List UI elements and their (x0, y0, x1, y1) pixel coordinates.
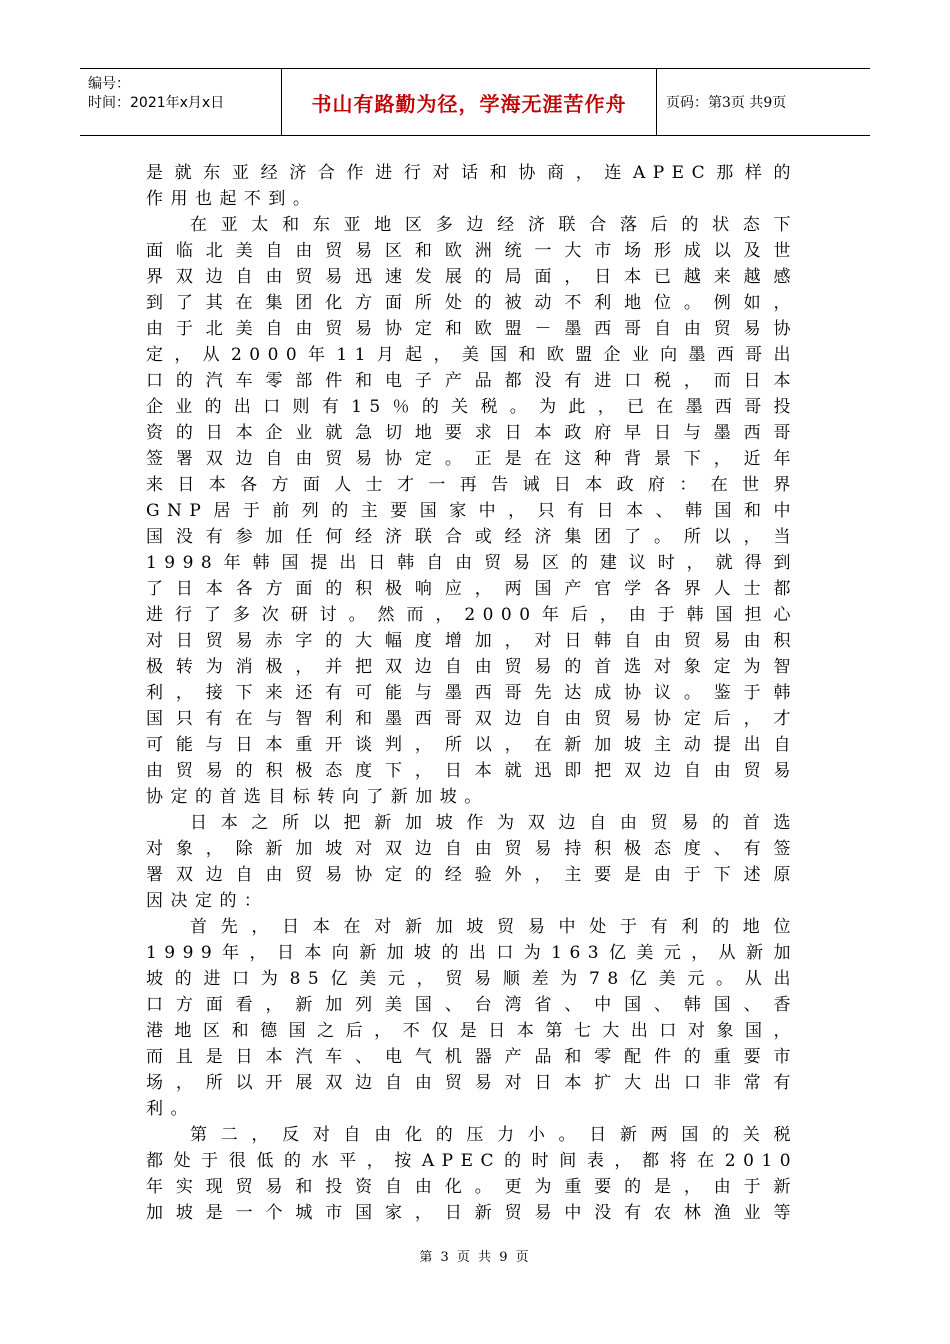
text-line: 1998年韩国提出日韩自由贸易区的建议时，就得到 (146, 553, 798, 573)
text-line: 第二，反对自由化的压力小。日新两国的关税 (190, 1125, 798, 1145)
text-line: 由贸易的积极态度下，日本就迅即把双边自由贸易 (146, 761, 798, 781)
document-body (146, 160, 798, 1226)
text-line: GNP居于前列的主要国家中，只有日本、韩国和中 (146, 501, 798, 521)
text-line: 作用也起不到。 (146, 189, 318, 209)
text-line: 首先，日本在对新加坡贸易中处于有利的地位 (190, 917, 798, 937)
text-line: 进行了多次研讨。然而，2000年后，由于韩国担心 (146, 605, 798, 625)
text-line: 1999年，日本向新加坡的出口为163亿美元，从新加 (146, 943, 798, 963)
text-line: 在亚太和东亚地区多边经济联合落后的状态下 (190, 215, 798, 235)
text-line: 协定的首选目标转向了新加坡。 (146, 787, 489, 807)
date-label: 时间：2021年x月x日 (88, 95, 225, 111)
text-line: 界双边自由贸易迅速发展的局面，日本已越来越感 (146, 267, 798, 287)
text-line: 是就东亚经济合作进行对话和协商，连APEC那样的 (146, 163, 798, 183)
text-line: 利。 (146, 1099, 195, 1119)
header-motto-cell (282, 69, 657, 135)
text-line: 国只有在与智利和墨西哥双边自由贸易协定后，才 (146, 709, 798, 729)
text-line: 港地区和德国之后，不仅是日本第七大出口对象国， (146, 1021, 798, 1041)
text-line: 面临北美自由贸易区和欧洲统一大市场形成以及世 (146, 241, 798, 261)
text-line: 企业的出口则有15％的关税。为此，已在墨西哥投 (146, 397, 798, 417)
text-line: 到了其在集团化方面所处的被动不利地位。例如， (146, 293, 798, 313)
text-line: 都处于很低的水平，按APEC的时间表，都将在2010 (146, 1151, 798, 1171)
text-line: 可能与日本重开谈判，所以，在新加坡主动提出自 (146, 735, 798, 755)
text-line: 资的日本企业就急切地要求日本政府早日与墨西哥 (146, 423, 798, 443)
text-line: 加坡是一个城市国家，日新贸易中没有农林渔业等 (146, 1203, 798, 1223)
text-line: 年实现贸易和投资自由化。更为重要的是，由于新 (146, 1177, 798, 1197)
text-line: 由于北美自由贸易协定和欧盟－墨西哥自由贸易协 (146, 319, 798, 339)
text-line: 日本之所以把新加坡作为双边自由贸易的首选 (190, 813, 798, 833)
text-line: 而且是日本汽车、电气机器产品和零配件的重要市 (146, 1047, 798, 1067)
text-line: 极转为消极，并把双边自由贸易的首选对象定为智 (146, 657, 798, 677)
text-line: 坡的进口为85亿美元，贸易顺差为78亿美元。从出 (146, 969, 798, 989)
text-line: 口方面看，新加列美国、台湾省、中国、韩国、香 (146, 995, 798, 1015)
page-footer (0, 1246, 950, 1265)
text-line: 因决定的： (146, 891, 269, 911)
text-line: 定，从2000年11月起，美国和欧盟企业向墨西哥出 (146, 345, 798, 365)
header-left-cell (80, 69, 282, 135)
page-info: 页码：第3页 共9页 (666, 95, 787, 111)
text-line: 来日本各方面人士才一再告诫日本政府：在世界 (146, 475, 798, 495)
page-header (80, 68, 870, 136)
text-line: 署双边自由贸易协定的经验外，主要是由于下述原 (146, 865, 798, 885)
text-line: 利，接下来还有可能与墨西哥先达成协议。鉴于韩 (146, 683, 798, 703)
motto-text: 书山有路勤为径，学海无涯苦作舟 (311, 91, 627, 116)
text-line: 签署双边自由贸易协定。正是在这种背景下，近年 (146, 449, 798, 469)
code-label: 编号： (88, 76, 130, 92)
footer-page-number: 第 3 页 共 9 页 (419, 1250, 531, 1265)
text-line: 对象，除新加坡对双边自由贸易持积极态度、有签 (146, 839, 798, 859)
header-page-cell (657, 69, 870, 135)
text-line: 对日贸易赤字的大幅度增加，对日韩自由贸易由积 (146, 631, 798, 651)
text-line: 了日本各方面的积极响应，两国产官学各界人士都 (146, 579, 798, 599)
text-line: 口的汽车零部件和电子产品都没有进口税，而日本 (146, 371, 798, 391)
text-line: 场，所以开展双边自由贸易对日本扩大出口非常有 (146, 1073, 798, 1093)
text-line: 国没有参加任何经济联合或经济集团了。所以，当 (146, 527, 798, 547)
